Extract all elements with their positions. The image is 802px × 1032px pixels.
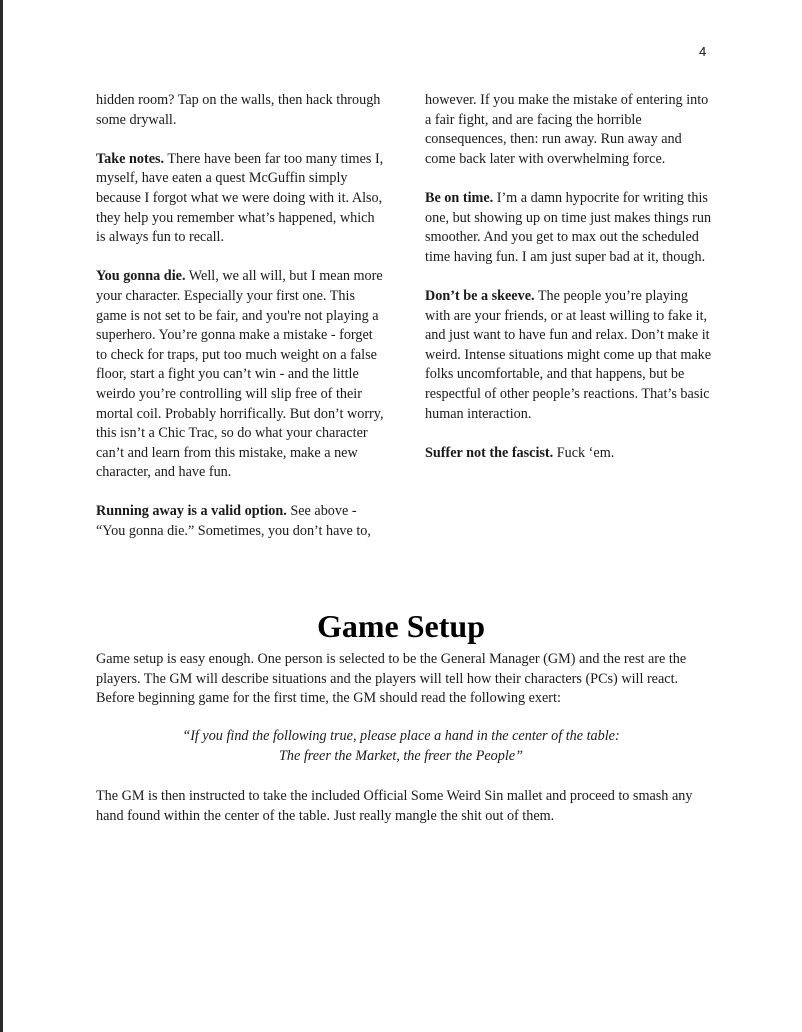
para-lead: You gonna die. — [96, 268, 186, 285]
left-para-take-notes — [96, 150, 386, 248]
section-title: Game Setup — [317, 608, 485, 644]
para-body: hidden room? Tap on the walls, then hack through some drywall. — [96, 92, 381, 128]
left-para-running-away — [96, 502, 386, 541]
para-body: however. If you make the mistake of entering into a fair fight, and are facing the horrible consequences, then: run away. Run away and come back later with overwhelming force. — [425, 92, 709, 167]
section-closing: The GM is then instructed to take the included Official Some Weird Sin mallet and proceed to smash any hand found within the center of the table. Just really mangle the shit out of them. — [96, 788, 693, 824]
para-body: I’m a damn hypocrite for writing this one, but showing up on time just makes things run smoother. And you get to max out the scheduled time having fun. I am just super bad at it, though. — [425, 189, 712, 265]
para-body: There have been far too many times I, myself, have eaten a quest McGuffin simply because I forgot what we were doing with it. Also, they help you remember what’s happened, which is always fun to recall. — [96, 150, 384, 246]
para-lead: Don’t be a skeeve. — [425, 287, 535, 304]
page-edge-border — [0, 0, 3, 1032]
para-body: The people you’re playing with are your friends, or at least willing to fake it, and just want to have fun and relax. Don’t make it weird. Intense situations might come up that make folks uncomfortable, and that happens, but be respectful of other people’s reactions. That’s basic human interaction. — [425, 287, 712, 422]
left-para-1 — [96, 91, 386, 130]
right-para-fascist — [425, 444, 715, 464]
left-para-you-gonna-die — [96, 267, 386, 483]
quote-block — [96, 727, 706, 766]
para-lead: Suffer not the fascist. — [425, 444, 554, 461]
left-column — [96, 91, 386, 561]
right-para-1 — [425, 91, 715, 169]
right-para-skeeve — [425, 287, 715, 424]
para-lead: Running away is a valid option. — [96, 503, 287, 520]
right-column — [425, 91, 715, 483]
right-para-be-on-time — [425, 189, 715, 267]
quote-line-1: “If you find the following true, please place a hand in the center of the table: — [182, 728, 620, 744]
section-intro: Game setup is easy enough. One person is selected to be the General Manager (GM) and the rest are the players. The GM will describe situations and the players will tell how their characters (PCs) will react. Before beginning game for the first time, the GM should read the following exert: — [96, 651, 687, 707]
para-body: Well, we all will, but I mean more your character. Especially your first one. This game is not set to be fair, and you're not playing a superhero. You’re gonna make a mistake - forget to check for traps, put too much weight on a false floor, start a fight you can’t win - and the little weirdo you’re controlling will slip free of their mortal coil. Probably horrifically. But don’t worry, this isn’t a Chic Trac, so do what your character can’t and learn from this mistake, make a new character, and have fun. — [96, 268, 384, 481]
para-lead: Be on time. — [425, 189, 494, 206]
para-body: Fuck ‘em. — [553, 444, 615, 461]
para-body: See above - “You gonna die.” Sometimes, you don’t have to, — [96, 503, 371, 540]
quote-line-2: The freer the Market, the freer the People” — [278, 747, 523, 764]
para-lead: Take notes. — [96, 150, 165, 167]
page-number: 4 — [699, 44, 707, 59]
